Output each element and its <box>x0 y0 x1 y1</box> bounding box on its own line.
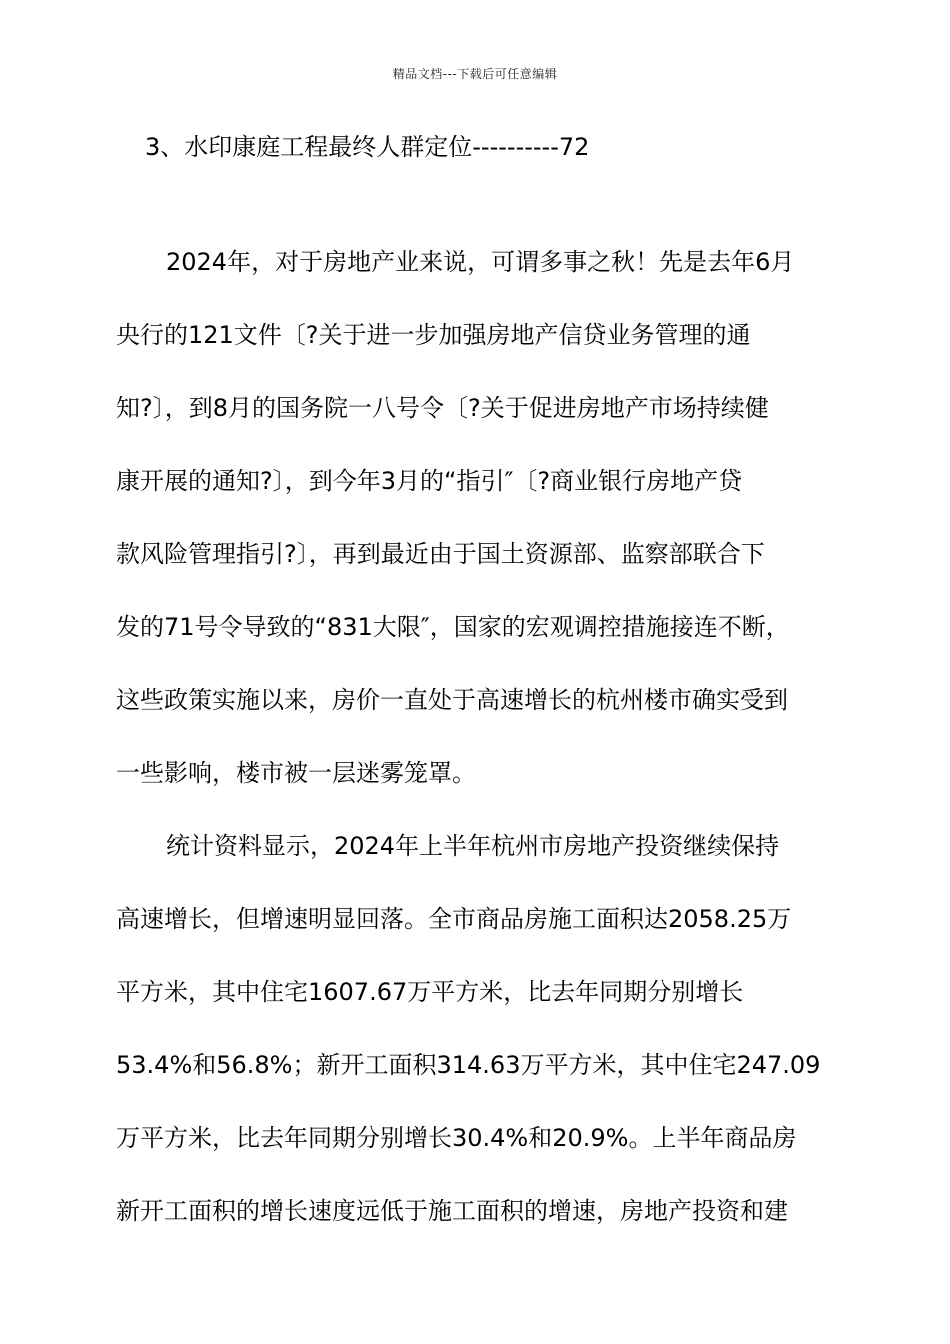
paragraph-line: 新开工面积的增长速度远低于施工面积的增速，房地产投资和建 <box>116 1197 788 1225</box>
toc-entry: 3、水印康庭工程最终人群定位----------72 <box>145 133 590 161</box>
page-header: 精品文档---下载后可任意编辑 <box>392 67 558 81</box>
paragraph-line: 万平方米，比去年同期分别增长30.4%和20.9%。上半年商品房 <box>116 1124 797 1152</box>
paragraph-line: 统计资料显示，2024年上半年杭州市房地产投资继续保持 <box>166 832 780 860</box>
paragraph-line: 一些影响，楼市被一层迷雾笼罩。 <box>116 759 476 787</box>
paragraph-line: 这些政策实施以来，房价一直处于高速增长的杭州楼市确实受到 <box>116 686 788 714</box>
paragraph-line: 央行的121文件〔?关于进一步加强房地产信贷业务管理的通 <box>116 321 751 349</box>
paragraph-line: 高速增长，但增速明显回落。全市商品房施工面积达2058.25万 <box>116 905 792 933</box>
paragraph-line: 发的71号令导致的“831大限″，国家的宏观调控措施接连不断， <box>116 613 790 641</box>
paragraph-line: 2024年，对于房地产业来说，可谓多事之秋！先是去年6月 <box>166 248 795 276</box>
paragraph-line: 53.4%和56.8%；新开工面积314.63万平方米，其中住宅247.09 <box>116 1051 821 1079</box>
paragraph-2 <box>116 826 838 1264</box>
paragraph-line: 款风险管理指引?〕，再到最近由于国土资源部、监察部联合下 <box>116 540 765 568</box>
paragraph-line: 平方米，其中住宅1607.67万平方米，比去年同期分别增长 <box>116 978 744 1006</box>
paragraph-line: 知?〕，到8月的国务院一八号令〔?关于促进房地产市场持续健 <box>116 394 769 422</box>
paragraph-1 <box>116 242 838 826</box>
paragraph-line: 康开展的通知?〕，到今年3月的“指引″〔?商业银行房地产贷 <box>116 467 743 495</box>
